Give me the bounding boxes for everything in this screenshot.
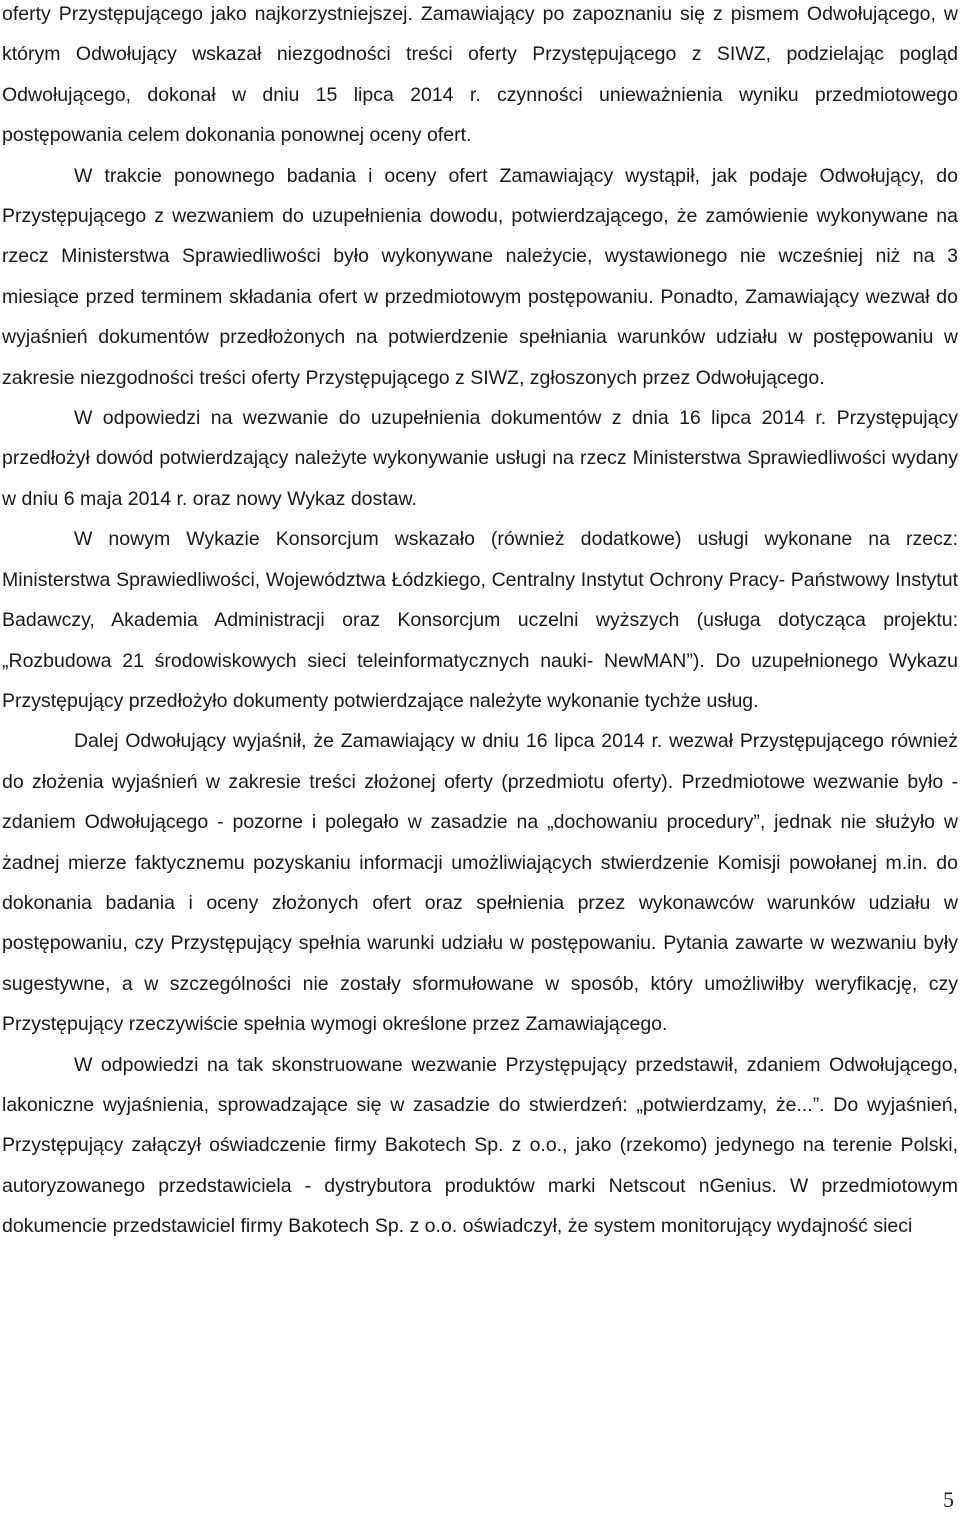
paragraph-6: W odpowiedzi na tak skonstruowane wezwanie Przystępujący przedstawił, zdaniem Odwołującego, lakoniczne wyjaśnienia, sprowadzające się w zasadzie do stwierdzeń: „potwierdzamy, że...”. Do wyjaśnień, Przystępujący załączył oświadczenie firmy Bakotech Sp. z o.o., jako (rzekomo) jedynego na terenie Polski, autoryzowanego przedstawiciela - dystrybutora produktów marki Netscout nGenius. W przedmiotowym dokumencie przedstawiciel firmy Bakotech Sp. z o.o. oświadczył, że system monitorujący wydajność sieci [2,1053,958,1238]
paragraph-4: W nowym Wykazie Konsorcjum wskazało (również dodatkowe) usługi wykonane na rzecz: Ministerstwa Sprawiedliwości, Województwa Łódzkiego, Centralny Instytut Ochrony Pracy- Państwowy Instytut Badawczy, Akademia Administracji oraz Konsorcjum uczelni wyższych (usługa dotycząca projektu: „Rozbudowa 21 środowiskowych sieci teleinformatycznych nauki- NewMAN”). Do uzupełnionego Wykazu Przystępujący przedłożyło dokumenty potwierdzające należyte wykonanie tychże usług. [2,528,958,712]
document-page [2,0,958,1247]
paragraph-5: Dalej Odwołujący wyjaśnił, że Zamawiający w dniu 16 lipca 2014 r. wezwał Przystępującego również do złożenia wyjaśnień w zakresie treści złożonej oferty (przedmiotu oferty). Przedmiotowe wezwanie było - zdaniem Odwołującego - pozorne i polegało w zasadzie na „dochowaniu procedury”, jednak nie służyło w żadnej mierze faktycznemu pozyskaniu informacji umożliwiających stwierdzenie Komisji powołanej m.in. do dokonania badania i oceny złożonych ofert oraz spełnienia przez wykonawców warunków udziału w postępowaniu, czy Przystępujący spełnia warunki udziału w postępowaniu. Pytania zawarte w wezwaniu były sugestywne, a w szczególności nie zostały sformułowane w sposób, który umożliwiłby weryfikację, czy Przystępujący rzeczywiście spełnia wymogi określone przez Zamawiającego. [2,730,958,1036]
paragraph-3: W odpowiedzi na wezwanie do uzupełnienia dokumentów z dnia 16 lipca 2014 r. Przystępujący przedłożył dowód potwierdzający należyte wykonywanie usługi na rzecz Ministerstwa Sprawiedliwości wydany w dniu 6 maja 2014 r. oraz nowy Wykaz dostaw. [2,407,958,510]
paragraph-2: W trakcie ponownego badania i oceny ofert Zamawiający wystąpił, jak podaje Odwołujący, do Przystępującego z wezwaniem do uzupełnienia dowodu, potwierdzającego, że zamówienie wykonywane na rzecz Ministerstwa Sprawiedliwości było wykonywane należycie, wystawionego nie wcześniej niż na 3 miesiące przed terminem składania ofert w przedmiotowym postępowaniu. Ponadto, Zamawiający wezwał do wyjaśnień dokumentów przedłożonych na potwierdzenie spełniania warunków udziału w postępowaniu w zakresie niezgodności treści oferty Przystępującego z SIWZ, zgłoszonych przez Odwołującego. [2,164,958,389]
page-number: 5 [943,1487,954,1512]
paragraph-1: oferty Przystępującego jako najkorzystniejszej. Zamawiający po zapoznaniu się z pismem Odwołującego, w którym Odwołujący wskazał niezgodności treści oferty Przystępującego z SIWZ, podzielając pogląd Odwołującego, dokonał w dniu 15 lipca 2014 r. czynności unieważnienia wyniku przedmiotowego postępowania celem dokonania ponownej oceny ofert. [2,3,958,147]
